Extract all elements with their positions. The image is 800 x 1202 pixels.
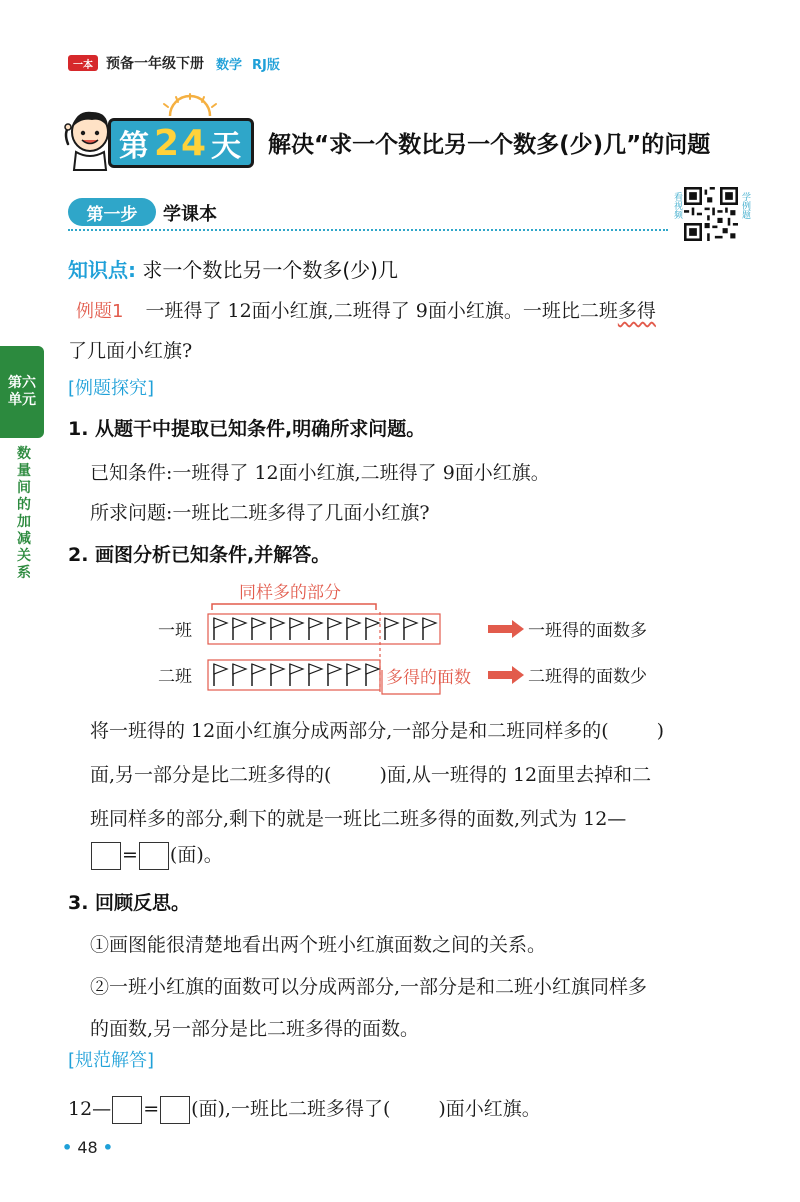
flag-icon [233,664,246,686]
answer-text: 12— [68,1098,112,1120]
step2-title: 2. 画图分析已知条件,并解答。 [68,544,331,566]
row1-name: 一班 [158,621,192,641]
flag-icon [271,664,284,686]
version-text: RJ版 [252,57,280,73]
explain-line-1 [90,716,664,743]
arrow-icon [488,666,524,684]
row2-note: 二班得的面数少 [528,667,647,687]
unit-tab [0,346,44,438]
known-conditions: 已知条件:一班得了 12面小红旗,二班得了 9面小红旗。 [90,462,550,484]
flag-icon [290,664,303,686]
sun-icon [150,92,230,116]
answer-heading: [规范解答] [68,1050,155,1071]
row2-name: 二班 [158,667,192,687]
flag-diagram [150,576,710,702]
equals-sign: = [122,844,138,866]
example-text: 一班得了 12面小红旗,二班得了 9面小红旗。一班比二班 [145,300,618,322]
grade-text: 预备一年级下册 [106,56,204,72]
page-number: • 48 • [62,1138,114,1157]
flag-icon [252,618,265,640]
reflect-3: 的面数,另一部分是比二班多得的面数。 [90,1018,420,1040]
step-divider [68,229,668,231]
page-header [68,52,280,74]
flag-icon [214,664,227,686]
qr-code-icon[interactable] [684,187,738,241]
flag-icon [404,618,417,640]
answer-box[interactable] [139,842,169,870]
day-badge [108,118,254,168]
row2-flags [214,664,379,686]
answer-text: (面),一班比二班多得了( [191,1098,391,1120]
row1-note: 一班得的面数多 [528,621,647,641]
flag-icon [366,618,379,640]
knowledge-label: 知识点: [68,258,136,282]
unit-caption-char: 减 [17,531,31,547]
arrow-icon [488,620,524,638]
step-badge: 第一步 [68,198,156,226]
explain-line-2 [90,760,651,787]
reflect-1: ①画图能很清楚地看出两个班小红旗面数之间的关系。 [90,934,547,956]
flag-icon [347,618,360,640]
explain-text: 将一班得的 12面小红旗分成两部分,一部分是和二班同样多的( [90,720,609,742]
explore-heading: [例题探究] [68,378,155,399]
unit-caption-char: 的 [17,497,31,513]
flag-icon [309,664,322,686]
flag-icon [233,618,246,640]
step3-title: 3. 回顾反思。 [68,892,191,914]
same-part-label: 同样多的部分 [239,583,341,603]
day-number: 24 [153,122,209,164]
page-number-text: 48 [77,1138,98,1157]
answer-box[interactable] [91,842,121,870]
explain-text: )面,从一班得的 12面里去掉和二 [379,764,652,786]
answer-box[interactable] [112,1096,142,1124]
equals-sign: = [143,1098,160,1120]
qr-caption-left: 看视频 [672,192,682,219]
unit-tab-line2: 单元 [8,392,36,408]
unit-caption [14,446,34,582]
same-part-brace [212,604,376,610]
knowledge-point [68,254,398,283]
brand-badge: 一本 [68,55,98,71]
example-line-2: 了几面小红旗? [68,340,193,362]
flag-icon [328,664,341,686]
lesson-title: 解决“求一个数比另一个数多(少)几”的问题 [268,132,711,158]
unit-caption-char: 关 [17,548,31,564]
unit-caption-char: 数 [17,446,31,462]
row1-flags [214,618,436,640]
flag-icon [328,618,341,640]
flag-icon [271,618,284,640]
flag-icon [309,618,322,640]
example-line-1 [76,296,656,323]
unit-text: (面)。 [169,844,223,866]
step1-title: 1. 从题干中提取已知条件,明确所求问题。 [68,418,426,440]
unit-caption-char: 系 [17,565,31,581]
day-prefix: 第 [118,129,151,164]
explain-text: ) [656,720,665,742]
unit-tab-line1: 第六 [8,375,36,391]
example-label: 例题1 [76,301,124,322]
explain-line-4 [90,840,223,870]
knowledge-text: 求一个数比另一个数多(少)几 [142,258,398,282]
unit-caption-char: 加 [17,514,31,530]
flag-icon [347,664,360,686]
unit-caption-char: 间 [17,480,31,496]
more-part-label: 多得的面数 [386,668,471,688]
flag-icon [423,618,436,640]
flag-icon [385,618,398,640]
explain-line-3: 班同样多的部分,剩下的就是一班比二班多得的面数,列式为 12— [90,808,627,830]
explain-text: 面,另一部分是比二班多得的( [90,764,332,786]
flag-icon [252,664,265,686]
reflect-2: ②一班小红旗的面数可以分成两部分,一部分是和二班小红旗同样多 [90,976,648,998]
flag-icon [214,618,227,640]
flag-icon [290,618,303,640]
flag-icon [366,664,379,686]
answer-line [68,1094,541,1124]
step-label: 学课本 [163,204,217,225]
qr-caption-right: 学例题 [740,192,750,219]
unit-caption-char: 量 [17,463,31,479]
question-asked: 所求问题:一班比二班多得了几面小红旗? [90,502,430,524]
subject-text: 数学 [216,57,243,73]
answer-box[interactable] [160,1096,190,1124]
example-emphasis: 多得 [617,300,656,322]
answer-text: )面小红旗。 [438,1098,541,1120]
day-suffix: 天 [211,129,244,164]
